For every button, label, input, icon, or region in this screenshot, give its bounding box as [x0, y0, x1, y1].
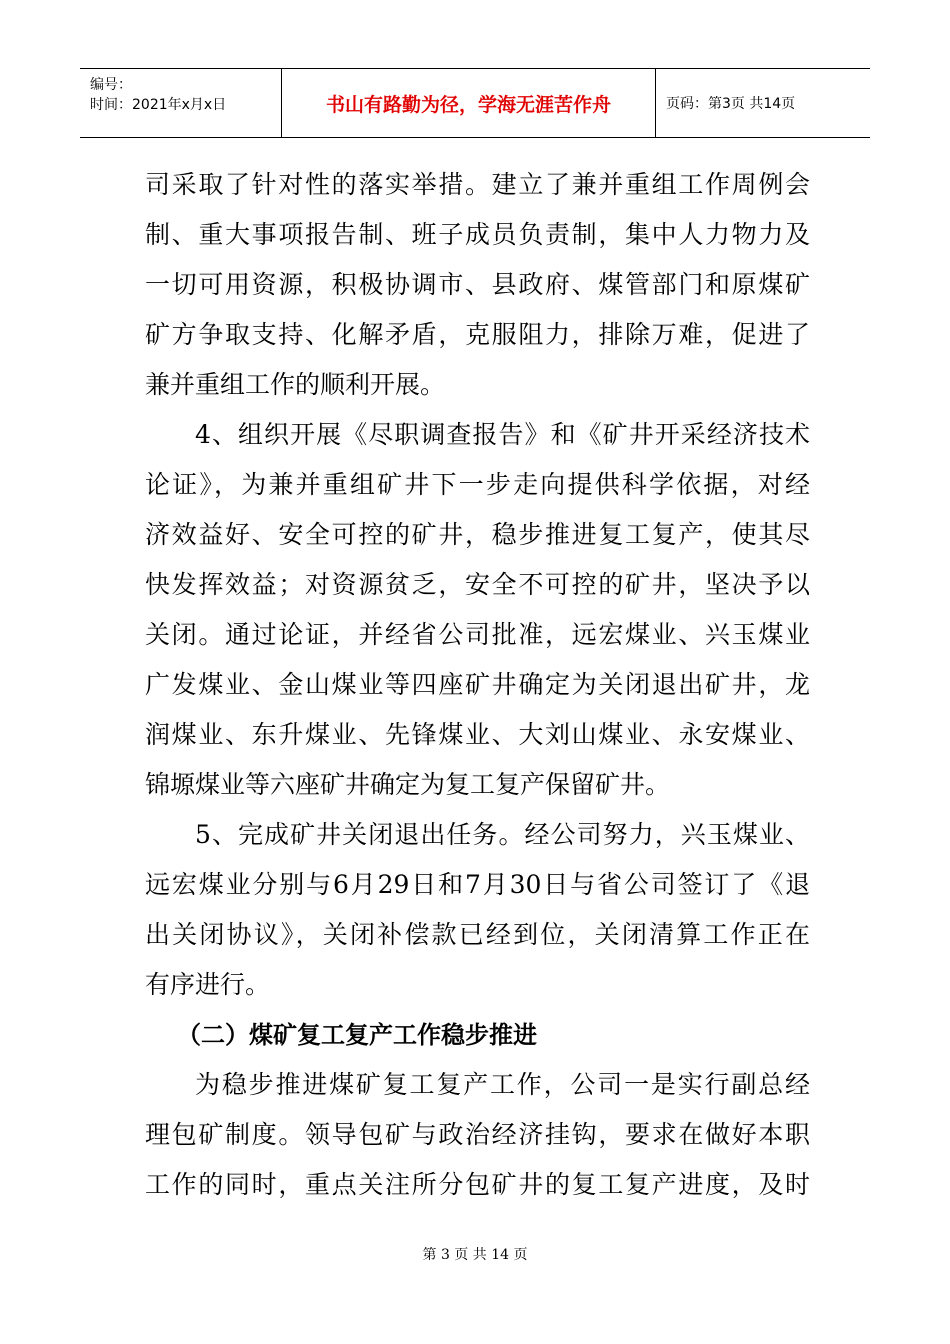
- page-header: [80, 68, 870, 138]
- paragraph-line: 工作的同时，重点关注所分包矿井的复工复产进度，及时: [145, 1170, 810, 1199]
- paragraph-line: 4、组织开展《尽职调查报告》和《矿井开采经济技术: [195, 420, 810, 449]
- paragraph-line: 矿方争取支持、化解矛盾，克服阻力，排除万难，促进了: [145, 320, 810, 349]
- paragraph-line: 兼并重组工作的顺利开展。: [145, 370, 446, 399]
- header-meta: [80, 69, 282, 137]
- section-heading: （二）煤矿复工复产工作稳步推进: [177, 1021, 537, 1049]
- paragraph-line: 远宏煤业分别与6月29日和7月30日与省公司签订了《退: [145, 870, 810, 899]
- header-motto: 书山有路勤为径，学海无涯苦作舟: [282, 69, 656, 137]
- paragraph-line: 出关闭协议》，关闭补偿款已经到位，关闭清算工作正在: [145, 920, 810, 949]
- page-footer: 第 3 页 共 14 页: [422, 1247, 528, 1263]
- paragraph-line: 制、重大事项报告制、班子成员负责制，集中人力物力及: [145, 220, 810, 249]
- paragraph-line: 5、完成矿井关闭退出任务。经公司努力，兴玉煤业、: [195, 820, 810, 849]
- paragraph-line: 理包矿制度。领导包矿与政治经济挂钩，要求在做好本职: [145, 1120, 810, 1149]
- paragraph-line: 为稳步推进煤矿复工复产工作，公司一是实行副总经: [195, 1070, 810, 1099]
- paragraph-line: 济效益好、安全可控的矿井，稳步推进复工复产，使其尽: [145, 520, 810, 549]
- document-time-label: 时间：2021年x月x日: [90, 97, 227, 113]
- document-body: [145, 160, 810, 1210]
- paragraph-line: 有序进行。: [145, 970, 271, 999]
- paragraph-line: 关闭。通过论证，并经省公司批准，远宏煤业、兴玉煤业: [145, 620, 810, 649]
- paragraph-line: 润煤业、东升煤业、先锋煤业、大刘山煤业、永安煤业、: [145, 720, 810, 749]
- paragraph-line: 论证》，为兼并重组矿井下一步走向提供科学依据，对经: [145, 470, 810, 499]
- paragraph-line: 快发挥效益；对资源贫乏，安全不可控的矿井，坚决予以: [145, 570, 810, 599]
- document-number-label: 编号：: [90, 77, 132, 93]
- paragraph-line: 司采取了针对性的落实举措。建立了兼并重组工作周例会: [145, 170, 810, 199]
- paragraph-line: 锦塬煤业等六座矿井确定为复工复产保留矿井。: [145, 770, 671, 799]
- paragraph-line: 广发煤业、金山煤业等四座矿井确定为关闭退出矿井，龙: [145, 670, 810, 699]
- header-page-number: 页码：第3页 共14页: [666, 96, 796, 112]
- paragraph-line: 一切可用资源，积极协调市、县政府、煤管部门和原煤矿: [145, 270, 810, 299]
